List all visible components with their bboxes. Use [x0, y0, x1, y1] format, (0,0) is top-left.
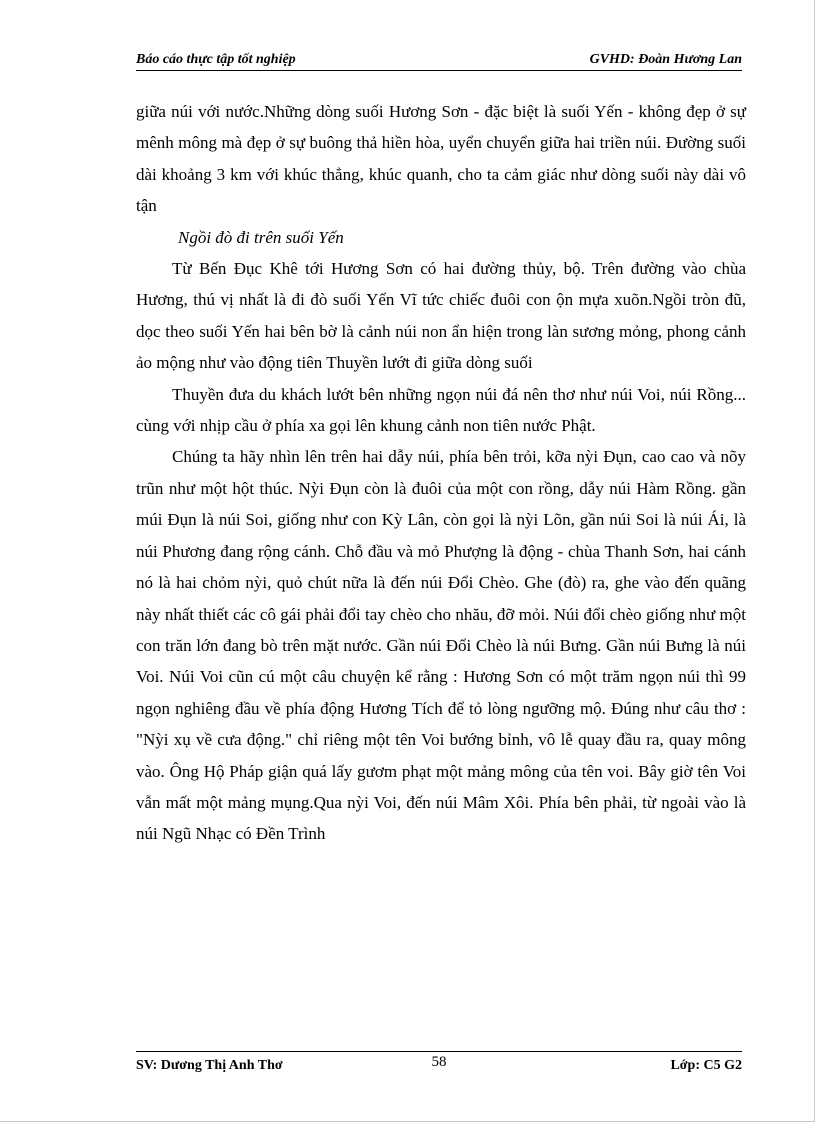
- header-supervisor: GVHD: Đoàn Hương Lan: [589, 52, 742, 67]
- paragraph: Chúng ta hãy nhìn lên trên hai dẫy núi, phía bên trỏi, kỡa nỳi Đụn, cao cao và nõy trũn như một hột thúc. Nỳi Đụn còn là đuôi của một con rồng, dẫy núi Hàm Rồng. gần múi Đụn là núi Soi, giống như con Kỳ Lân, còn gọi là nỳi Lõn, gần núi Soi là núi Ái, là núi Phương đang rộng cánh. Chỗ đầu và mỏ Phượng là động - chùa Thanh Sơn, hai cánh nó là hai chỏm nỳi, quỏ chút nữa là đến núi Đổi Chèo. Ghe (đò) ra, ghe vào đến quãng này nhất thiết các cô gái phải đổi tay chèo cho nhău, đỡ mỏi. Núi đổi chèo giống như một con trăn lớn đang bò trên mặt nước. Gần núi Đổi Chèo là núi Bưng. Gần núi Bưng là núi Voi. Núi Voi cũn cú một câu chuyện kể rằng : Hương Sơn có một trăm ngọn núi thì 99 ngọn nghiêng đầu về phía động Hương Tích để tỏ lòng ngưỡng mộ. Đúng như câu thơ : "Nỳi xụ về cưa động." chỉ riêng một tên Voi bướng bỉnh, vô lễ quay đầu ra, quay mông vào. Ông Hộ Pháp giận quá lấy gươm phạt một mảng mông của tên voi. Bây giờ tên Voi vẫn mất một mảng mụng.Qua nỳi Voi, đến núi Mâm Xôi. Phía bên phải, từ ngoài vào là núi Ngũ Nhạc có Đền Trình: [136, 447, 746, 844]
- paragraph: Từ Bến Đục Khê tới Hương Sơn có hai đường thủy, bộ. Trên đường vào chùa Hương, thú vị nhất là đi đò suối Yến Vĩ tức chiếc đuôi con ộn mựa xuõn.Ngồi tròn đũ, dọc theo suối Yến hai bên bờ là cảnh núi non ẩn hiện trong làn sương mỏng, phong cảnh ảo mộng như vào động tiên Thuyền lướt đi giữa dòng suối: [136, 259, 746, 373]
- page-footer: [136, 1054, 742, 1076]
- header-report-title: Báo cáo thực tập tốt nghiệp: [136, 52, 296, 67]
- paragraph: giữa núi với nước.Những dòng suối Hương Sơn - đặc biệt là suối Yến - không đẹp ở sự mênh mông mà đẹp ở sự buông thả hiền hòa, uyển chuyển giữa hai triền núi. Đường suối dài khoảng 3 km với khúc thẳng, khúc quanh, cho ta cảm giác như dòng suối này dài vô tận: [136, 102, 746, 216]
- paragraph: Thuyền đưa du khách lướt bên những ngọn núi đá nên thơ như núi Voi, núi Rồng... cùng với nhịp cầu ở phía xa gọi lên khung cảnh non tiên nước Phật.: [136, 384, 746, 436]
- footer-student: SV: Dương Thị Anh Thơ: [136, 1058, 283, 1073]
- page-header: [136, 50, 742, 71]
- image-caption: Ngồi đò đi trên suối Yến: [178, 227, 344, 247]
- footer-rule: [136, 1051, 742, 1052]
- page-number: 58: [431, 1054, 447, 1070]
- document-body: [136, 96, 746, 850]
- footer-class: Lớp: C5 G2: [670, 1058, 742, 1073]
